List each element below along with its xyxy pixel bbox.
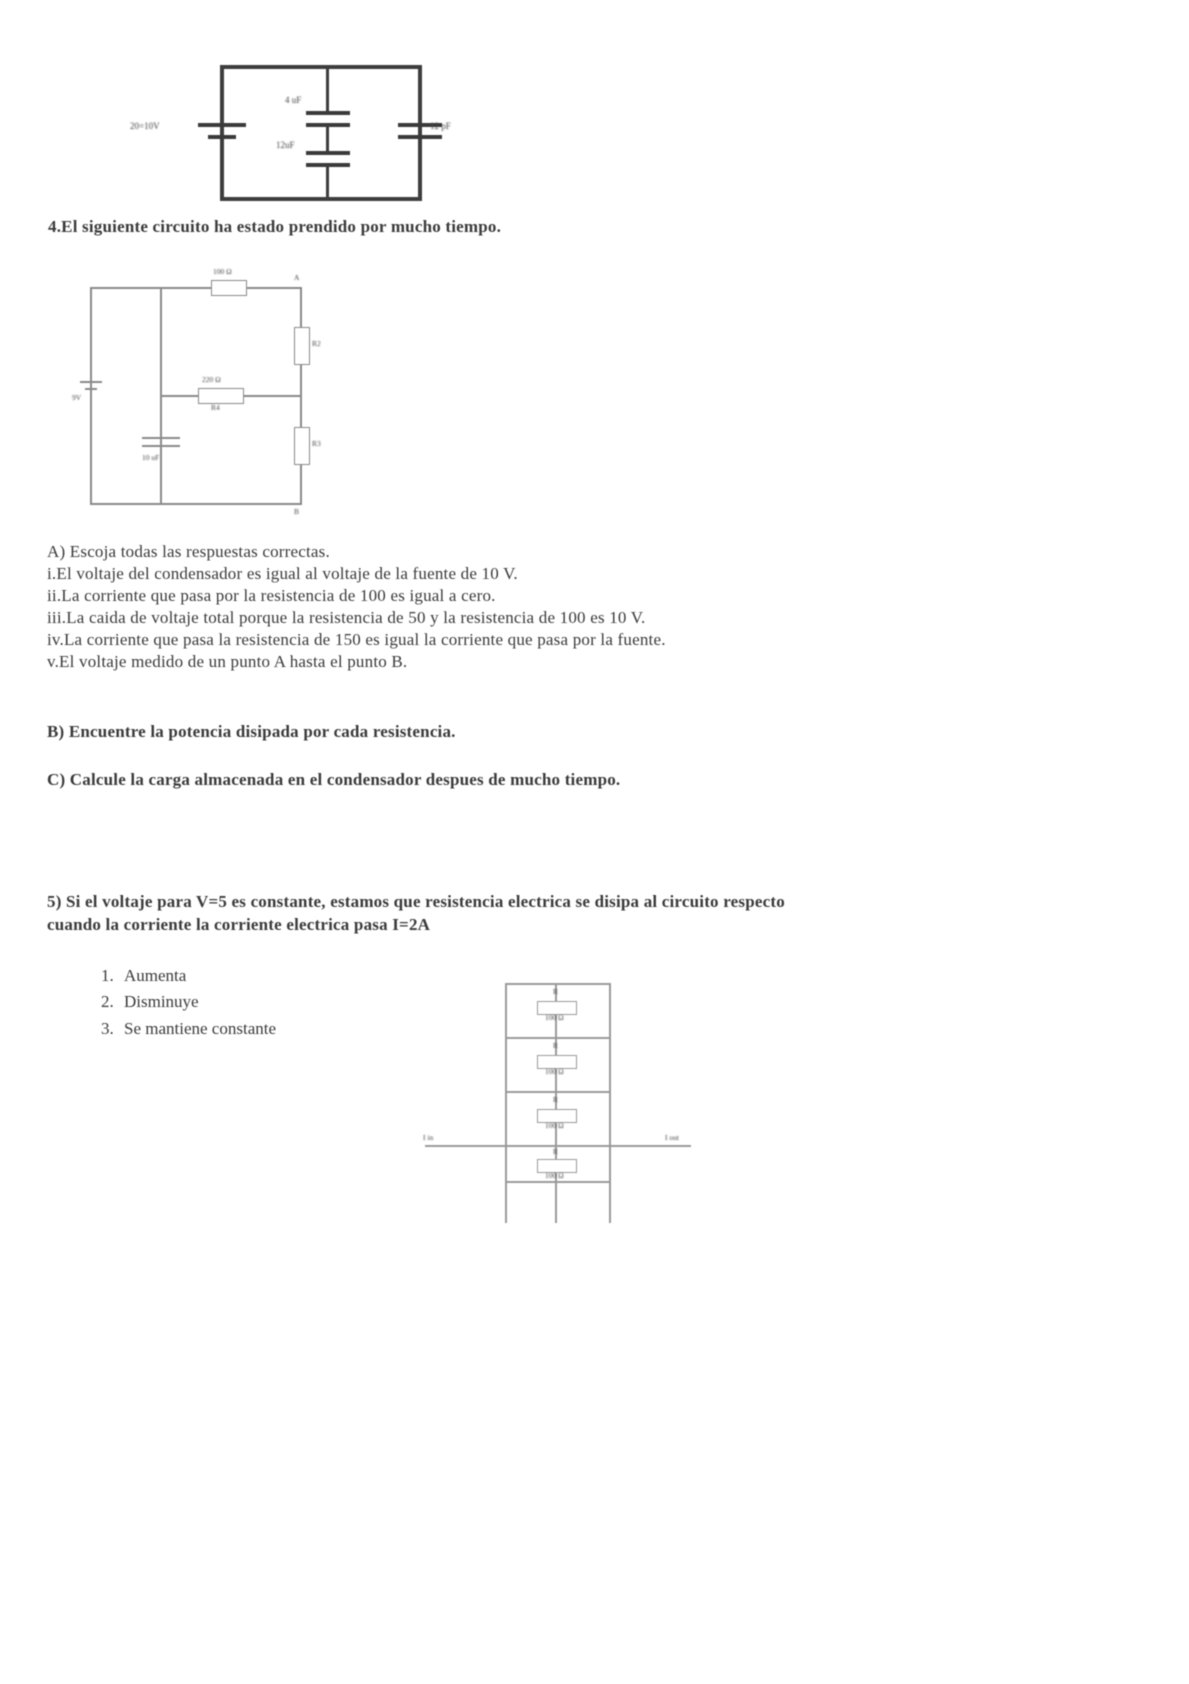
- source-plate-long: [80, 381, 102, 383]
- cap-plate-bottom: [142, 445, 180, 447]
- section-b-paragraph: B) Encuentre la potencia disipada por cada resistencia.: [47, 722, 456, 741]
- wire-mid-upper: [326, 65, 329, 113]
- question-5-line-1: 5) Si el voltaje para V=5 es constante, estamos que resistencia electrica se disipa al circuito respecto: [47, 892, 785, 911]
- label-ladder-r4-value: 100 Ω: [545, 1171, 564, 1180]
- wire-mid-lower: [326, 165, 329, 201]
- label-r-middle-sub: R4: [211, 403, 220, 412]
- wire-rung-1: [505, 1037, 611, 1039]
- label-terminal-left: I in: [423, 1133, 434, 1142]
- resistor-right-top: [294, 327, 310, 365]
- wire-rung-0: [505, 983, 611, 985]
- label-cap-2: 12uF: [276, 140, 295, 150]
- intro-paragraph: 4.El siguiente circuito ha estado prendido por mucho tiempo.: [48, 217, 502, 236]
- label-ladder-r3-value: 100 Ω: [545, 1121, 564, 1130]
- resistor-middle: [198, 388, 244, 404]
- label-cap-1: 4 uF: [285, 95, 302, 105]
- source-plate-bottom: [208, 135, 236, 139]
- question-5-line-2: cuando la corriente la corriente electrica pasa I=2A: [47, 915, 431, 934]
- label-ladder-r1-name: R: [553, 987, 559, 996]
- label-r-middle: 220 Ω: [202, 375, 221, 384]
- label-ladder-r2-name: R: [553, 1041, 559, 1050]
- source-plate-top: [198, 123, 246, 127]
- section-a-item-2: ii.La corriente que pasa por la resistencia de 100 es igual a cero.: [47, 586, 496, 605]
- cap3-plate-bottom: [398, 135, 442, 139]
- circuit-diagram-resistor-ladder: [423, 975, 707, 1225]
- answer-choice[interactable]: 1. Aumenta: [118, 963, 276, 989]
- section-c-paragraph: C) Calcule la carga almacenada en el condensador despues de mucho tiempo.: [47, 770, 621, 789]
- answer-choice[interactable]: 3. Se mantiene constante: [118, 1016, 276, 1042]
- label-r-right-bottom: R3: [312, 439, 321, 448]
- label-source-mid: 9V: [72, 393, 82, 402]
- circuit-diagram-rc-network: [72, 267, 330, 525]
- wire-rung-2: [505, 1091, 611, 1093]
- label-terminal-right: I out: [665, 1133, 679, 1142]
- answer-choice-list: [60, 963, 276, 1042]
- cap-plate-top: [142, 437, 180, 439]
- wire-rung-4: [505, 1181, 611, 1183]
- wire-left: [220, 65, 224, 201]
- label-cap-3: 12 pF: [430, 121, 451, 131]
- wire-bottom: [220, 197, 422, 201]
- source-plate-short: [85, 388, 97, 390]
- wire-ladder-right: [609, 983, 611, 1223]
- section-a-title: A) Escoja todas las respuestas correctas.: [47, 542, 330, 561]
- label-r-top: 100 Ω: [213, 267, 232, 276]
- section-a-item-5: v.El voltaje medido de un punto A hasta el punto B.: [47, 652, 408, 671]
- section-a-item-1: i.El voltaje del condensador es igual al voltaje de la fuente de 10 V.: [47, 564, 518, 583]
- cap2-plate-top: [306, 151, 350, 155]
- node-label-b: B: [294, 507, 300, 516]
- label-cap-mid: 10 uF: [142, 453, 160, 462]
- circuit-diagram-capacitors: [130, 45, 490, 205]
- wire-terminal-left: [425, 1145, 505, 1147]
- wire-terminal-right: [611, 1145, 691, 1147]
- label-r-right-top: R2: [312, 339, 321, 348]
- resistor-top: [211, 280, 247, 296]
- section-a-item-3: iii.La caida de voltaje total porque la resistencia de 50 y la resistencia de 100 es 10 V.: [47, 608, 646, 627]
- wire-outer-left: [90, 287, 92, 505]
- answer-choice[interactable]: 2. Disminuye: [118, 989, 276, 1015]
- label-source: 20=10V: [130, 121, 160, 131]
- label-ladder-r4-name: R: [553, 1147, 559, 1156]
- label-ladder-r3-name: R: [553, 1095, 559, 1104]
- wire-outer-top: [90, 287, 302, 289]
- label-ladder-r2-value: 100 Ω: [545, 1067, 564, 1076]
- section-a-item-4: iv.La corriente que pasa la resistencia de 150 es igual la corriente que pasa por la fuente.: [47, 630, 666, 649]
- wire-mid-middle: [326, 125, 329, 153]
- wire-top: [220, 65, 422, 69]
- wire-ladder-left: [505, 983, 507, 1223]
- wire-outer-bottom: [90, 503, 302, 505]
- resistor-right-bottom: [294, 427, 310, 465]
- cap1-plate-top: [306, 111, 350, 115]
- node-label-a: A: [294, 273, 300, 282]
- wire-right: [418, 65, 422, 201]
- label-ladder-r1-value: 100 Ω: [545, 1013, 564, 1022]
